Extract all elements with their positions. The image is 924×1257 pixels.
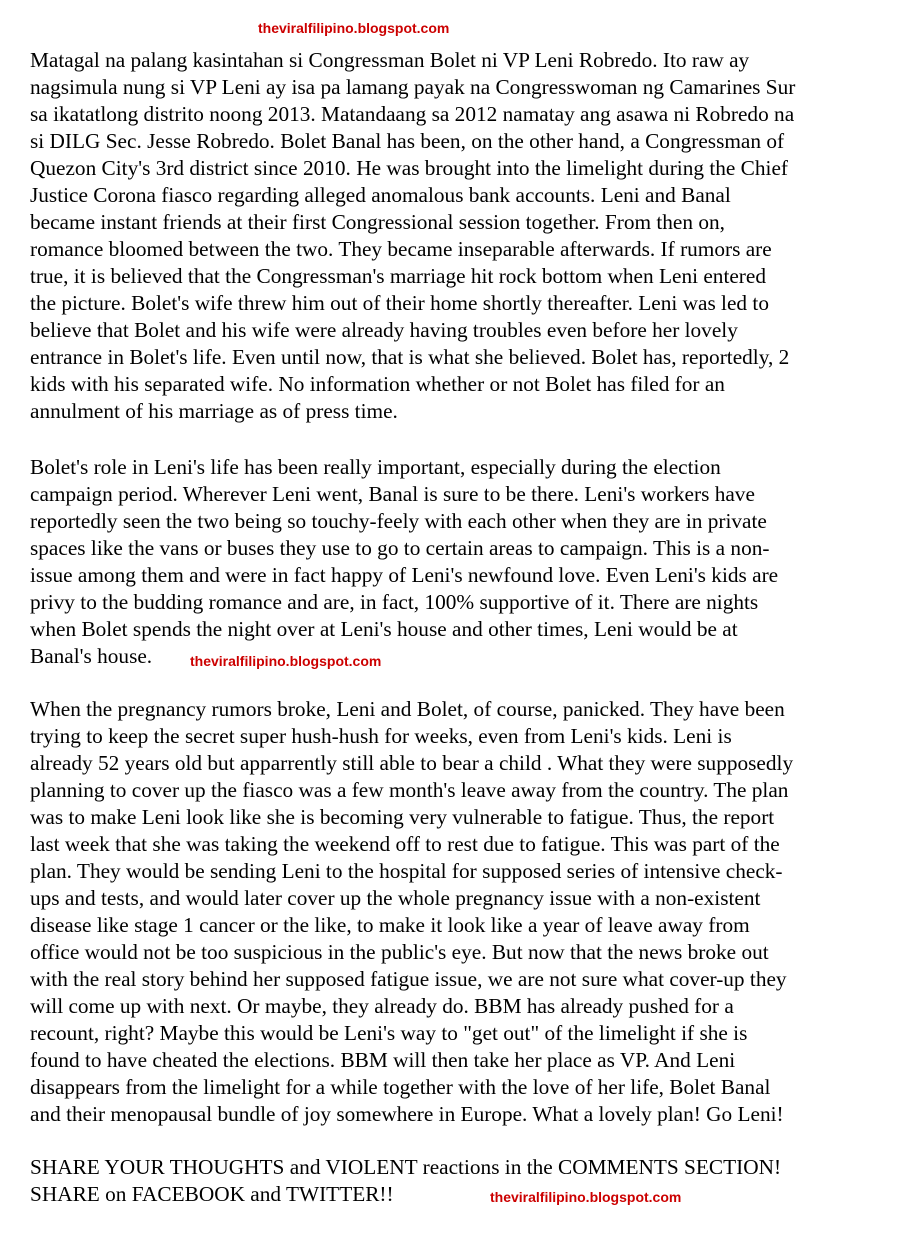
watermark-middle: theviralfilipino.blogspot.com xyxy=(190,653,382,669)
watermark-bottom: theviralfilipino.blogspot.com xyxy=(490,1189,682,1205)
paragraph-call-to-action: SHARE YOUR THOUGHTS and VIOLENT reactions in the COMMENTS SECTION! SHARE on FACEBOOK and TWITTER!! xyxy=(30,1155,782,1206)
paragraph-1: Matagal na palang kasintahan si Congressman Bolet ni VP Leni Robredo. Ito raw ay nagsimula nung si VP Leni ay isa pa lamang payak na Congresswoman ng Camarines Sur sa ikatatlong distrito noong 2013. Matandaang sa 2012 namatay ang asawa ni Robredo na si DILG Sec. Jesse Robredo. Bolet Banal has been, on the other hand, a Congressman of Quezon City's 3rd district since 2010. He was brought into the limelight during the Chief Justice Corona fiasco regarding alleged anomalous bank accounts. Leni and Banal became instant friends at their first Congressional session together. From then on, romance bloomed between the two. They became inseparable afterwards. If rumors are true, it is believed that the Congressman's marriage hit rock bottom when Leni entered the picture. Bolet's wife threw him out of their home shortly thereafter. Leni was led to believe that Bolet and his wife were already having troubles even before her lovely entrance in Bolet's life. Even until now, that is what she believed. Bolet has, reportedly, 2 kids with his separated wife. No information whether or not Bolet has filed for an annulment of his marriage as of press time. xyxy=(30,48,796,423)
watermark-top: theviralfilipino.blogspot.com xyxy=(258,20,450,36)
paragraph-2: Bolet's role in Leni's life has been really important, especially during the election campaign period. Wherever Leni went, Banal is sure to be there. Leni's workers have reportedly seen the two being so touchy-feely with each other when they are in private spaces like the vans or buses they use to go to certain areas to campaign. This is a non- issue among them and were in fact happy of Leni's newfound love. Even Leni's kids are privy to the budding romance and are, in fact, 100% supportive of it. There are nights when Bolet spends the night over at Leni's house and other times, Leni would be at Banal's house. xyxy=(30,455,779,668)
paragraph-3: When the pregnancy rumors broke, Leni and Bolet, of course, panicked. They have been trying to keep the secret super hush-hush for weeks, even from Leni's kids. Leni is already 52 years old but apparrently still able to bear a child . What they were supposedly planning to cover up the fiasco was a few month's leave away from the country. The plan was to make Leni look like she is becoming very vulnerable to fatigue. Thus, the report last week that she was taking the weekend off to rest due to fatigue. This was part of the plan. They would be sending Leni to the hospital for supposed series of intensive check- ups and tests, and would later cover up the whole pregnancy issue with a non-existent disease like stage 1 cancer or the like, to make it look like a year of leave away from office would not be too suspicious in the public's eye. But now that the news broke out with the real story behind her supposed fatigue issue, we are not sure what cover-up they will come up with next. Or maybe, they already do. BBM has already pushed for a recount, right? Maybe this would be Leni's way to "get out" of the limelight if she is found to have cheated the elections. BBM will then take her place as VP. And Leni disappears from the limelight for a while together with the love of her life, Bolet Banal and their menopausal bundle of joy somewhere in Europe. What a lovely plan! Go Leni! xyxy=(30,697,794,1126)
